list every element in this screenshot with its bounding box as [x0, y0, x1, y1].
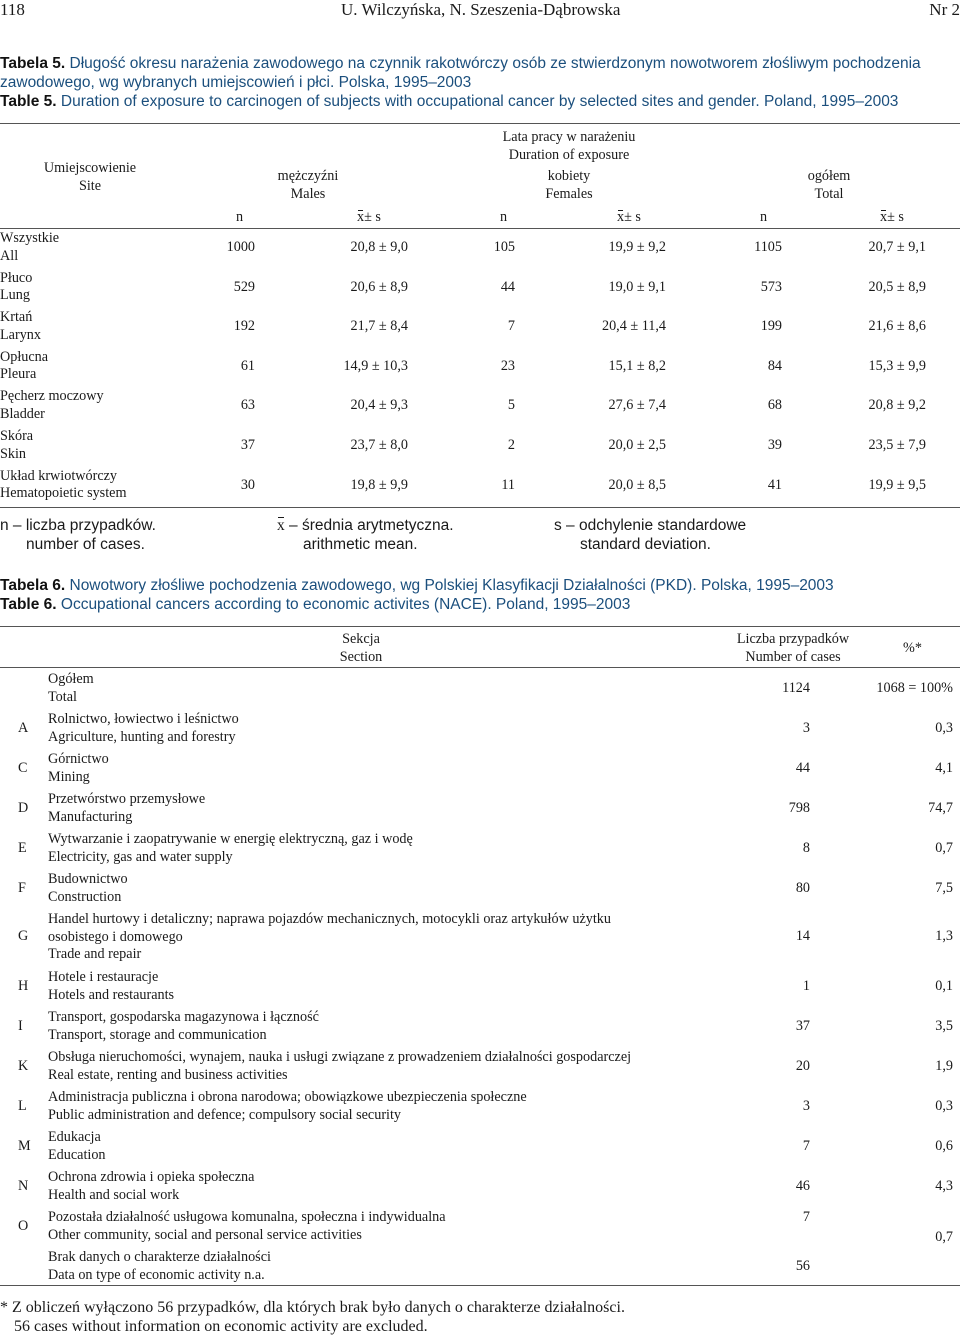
table5-row-label: Płuco Lung [0, 269, 33, 304]
table5-row-label: Pęcherz moczowy Bladder [0, 388, 104, 422]
table5-cell: 15,3 ± 9,9 [868, 357, 926, 374]
legend-x-en: arithmetic mean. [303, 536, 418, 553]
table6-cases-cell: 37 [795, 1017, 810, 1034]
table5-cell: 573 [760, 278, 782, 295]
table6-row-label: Budownictwo Construction [48, 871, 128, 905]
table5-cell: 23 [500, 357, 515, 374]
table5-cell: 23,7 ± 8,0 [350, 437, 408, 453]
table5-cell: 37 [240, 437, 255, 453]
table6-row-label: Przetwórstwo przemysłowe Manufacturing [48, 791, 206, 825]
table6-percent-cell: 0,6 [935, 1137, 953, 1154]
table6-percent-cell: 0,7 [935, 839, 953, 856]
table6-cases-cell: 8 [802, 839, 810, 856]
table6-percent-cell: 1,9 [935, 1057, 953, 1074]
table5-cell: 192 [233, 318, 255, 335]
table5-cell: 23,5 ± 7,9 [868, 437, 926, 453]
table5-row-label: Opłucna Pleura [0, 348, 49, 383]
table5-cell: 105 [493, 239, 515, 255]
table5-cell: 15,1 ± 8,2 [608, 357, 666, 374]
table5-cell: 84 [767, 357, 782, 374]
legend-s-pl: s – odchylenie standardowe [554, 517, 747, 534]
legend-n-pl: n – liczba przypadków. [0, 517, 156, 534]
table6-footnote-en: 56 cases without information on economic activity are excluded. [14, 1318, 428, 1335]
table6-percent-cell: 0,3 [935, 719, 953, 736]
table5-row-label: Układ krwiotwórczy Hematopoietic system [0, 467, 127, 502]
table6-row-label: Transport, gospodarska magazynowa i łączność Transport, storage and communication [48, 1009, 319, 1043]
table6-section-code: O [18, 1217, 29, 1234]
page-number: 118 [0, 0, 25, 19]
table6-percent-cell: 3,5 [935, 1017, 953, 1034]
table6-section-code: M [18, 1137, 31, 1154]
table5-cell: 39 [767, 437, 782, 453]
table5-cell: 1105 [754, 239, 782, 255]
table6-cases-cell: 46 [795, 1177, 810, 1194]
col-xs-total: x± s [880, 209, 904, 225]
table5-group-total: ogółem Total [807, 168, 851, 202]
table6-caption-pl: Tabela 6. Nowotwory złośliwe pochodzenia zawodowego, wg Polskiej Klasyfikacji Działalności (PKD). Polska, 1995–2003 [0, 577, 834, 594]
table6-percent-header: %* [903, 640, 922, 656]
table5-cell: 30 [240, 476, 255, 493]
table6-percent-cell: 4,3 [935, 1177, 953, 1194]
table5-cell: 27,6 ± 7,4 [608, 397, 666, 414]
table6-row-label: Górnictwo Mining [48, 751, 109, 785]
legend-s-en: standard deviation. [580, 536, 711, 553]
table6-section-code: E [18, 839, 27, 856]
table5-cell: 19,9 ± 9,5 [868, 476, 926, 493]
col-xs-females: x± s [617, 209, 641, 225]
table5-cell: 20,4 ± 11,4 [601, 318, 666, 335]
table5-site-header: Umiejscowienie Site [43, 160, 137, 194]
table6-cases-cell: 7 [802, 1137, 810, 1154]
table6-section-code: D [18, 799, 29, 816]
table5-cell: 68 [767, 397, 782, 414]
table6-section-code: F [18, 879, 26, 896]
table5-cell: 14,9 ± 10,3 [343, 357, 408, 374]
table6-section-code: K [18, 1057, 29, 1074]
table5-cell: 11 [501, 476, 515, 493]
table5-cell: 529 [233, 278, 255, 295]
table6-percent-cell: 0,1 [935, 977, 953, 994]
table5-cell: 20,0 ± 2,5 [608, 437, 666, 453]
col-n-total: n [760, 209, 768, 225]
table6-cases-cell: 1124 [782, 679, 810, 696]
table6-row-label: Handel hurtowy i detaliczny; naprawa pojazdów mechanicznych, motocykli oraz artykułów użytku osobistego i domowego Trade and repair [48, 911, 611, 962]
legend-x-pl: x – średnia arytmetyczna. [277, 517, 454, 534]
table5-caption-pl: Tabela 5. Długość okresu narażenia zawodowego na czynnik rakotwórczy osób ze stwierdzonym nowotworem złośliwym pochodzenia [0, 55, 921, 72]
table6-row-label: Ogółem Total [48, 671, 94, 705]
table6-cases-cell: 3 [802, 719, 810, 736]
table6-section-code: G [18, 928, 29, 945]
table5-bottom-rule [0, 507, 960, 508]
table6-cases-cell: 1 [802, 977, 810, 994]
table6-percent-cell: 4,1 [935, 759, 953, 776]
table6-footnote-pl: * Z obliczeń wyłączono 56 przypadków, dla których brak było danych o charakterze działalności. [0, 1299, 625, 1316]
table5-duration-header: Lata pracy w narażeniu Duration of exposure [502, 129, 636, 163]
table6-cases-header: Liczba przypadków Number of cases [736, 631, 850, 665]
table5-top-rule [0, 123, 960, 124]
table6-row-label: Brak danych o charakterze działalności Data on type of economic activity n.a. [48, 1249, 271, 1283]
table6-section-code: C [18, 759, 28, 776]
table6-cases-cell: 44 [795, 759, 810, 776]
table5-caption-en: Table 5. Duration of exposure to carcinogen of subjects with occupational cancer by selected sites and gender. Poland, 1995–2003 [0, 93, 899, 110]
table6-cases-cell: 798 [788, 799, 810, 816]
table6-section-code: N [18, 1177, 29, 1194]
table5-row-label: Krtań Larynx [0, 309, 41, 343]
table6-cases-cell: 20 [795, 1057, 810, 1074]
table5-cell: 20,5 ± 8,9 [868, 278, 926, 295]
table5-cell: 20,7 ± 9,1 [868, 239, 926, 255]
table5-cell: 19,8 ± 9,9 [350, 476, 408, 493]
table5-cell: 2 [507, 437, 515, 453]
table6-caption-en: Table 6. Occupational cancers according to economic activites (NACE). Poland, 1995–2003 [0, 596, 631, 613]
col-n-males: n [236, 209, 244, 225]
col-xs-males: x± s [357, 209, 381, 225]
table5-header-rule [0, 228, 960, 229]
table6-row-label: Administracja publiczna i obrona narodowa; obowiązkowe ubezpieczenia społeczne Public administration and defence; compulsory social security [48, 1089, 527, 1123]
table6-row-label: Edukacja Education [48, 1129, 106, 1163]
table6-row-label: Hotele i restauracje Hotels and restaurants [48, 969, 175, 1003]
table6-bottom-rule [0, 1285, 960, 1286]
table5-cell: 20,0 ± 8,5 [608, 476, 666, 493]
table5-cell: 20,8 ± 9,0 [350, 239, 408, 255]
table5-cell: 7 [507, 318, 515, 335]
table5-cell: 1000 [226, 239, 255, 255]
table5-cell: 199 [760, 318, 782, 335]
table6-percent-cell: 74,7 [928, 799, 953, 816]
table5-row-label: Skóra Skin [0, 428, 34, 462]
table5-cell: 44 [500, 278, 515, 295]
table6-percent-cell: 7,5 [935, 879, 953, 896]
table6-percent-cell: 1068 = 100% [876, 679, 953, 696]
table5-cell: 20,6 ± 8,9 [350, 278, 408, 295]
table5-cell: 61 [240, 357, 255, 374]
table6-section-header: Sekcja Section [339, 631, 383, 665]
col-n-females: n [500, 209, 508, 225]
table5-group-males: mężczyźni Males [277, 168, 339, 202]
table6-cases-cell: 14 [795, 928, 810, 945]
table6-percent-cell: 0,3 [935, 1097, 953, 1114]
table6-row-label: Obsługa nieruchomości, wynajem, nauka i usługi związane z prowadzeniem działalności gospodarczej Real estate, renting and business activities [48, 1049, 632, 1083]
table6-percent-cell: 0,7 [935, 1228, 953, 1245]
table6-percent-cell: 1,3 [935, 928, 953, 945]
running-head-authors: U. Wilczyńska, N. Szeszenia-Dąbrowska [341, 0, 621, 19]
table5-caption-pl-cont: zawodowego, wg wybranych umiejscowień i płci. Polska, 1995–2003 [0, 74, 472, 91]
table5-cell: 63 [240, 397, 255, 414]
table6-cases-cell: 7 [802, 1209, 810, 1225]
table6-section-code: I [18, 1017, 23, 1034]
table5-cell: 21,7 ± 8,4 [350, 318, 408, 335]
table5-cell: 41 [767, 476, 782, 493]
table5-cell: 19,9 ± 9,2 [608, 239, 666, 255]
table5-group-females: kobiety Females [545, 168, 593, 202]
table5-cell: 21,6 ± 8,6 [868, 318, 926, 335]
table5-cell: 20,4 ± 9,3 [350, 397, 408, 414]
table6-cases-cell: 80 [795, 879, 810, 896]
table6-section-code: L [18, 1097, 27, 1114]
table6-row-label: Pozostała działalność usługowa komunalna, społeczna i indywidualna Other community, social and personal service activities [48, 1209, 446, 1243]
table5-row-label: Wszystkie All [0, 230, 60, 264]
table6-cases-cell: 3 [802, 1097, 810, 1114]
issue-number: Nr 2 [929, 0, 960, 19]
legend-n-en: number of cases. [26, 536, 145, 553]
table5-cell: 19,0 ± 9,1 [608, 278, 666, 295]
table6-header-rule [0, 667, 960, 668]
table6-section-code: A [18, 719, 29, 736]
table6-row-label: Rolnictwo, łowiectwo i leśnictwo Agriculture, hunting and forestry [48, 711, 239, 745]
table6-cases-cell: 56 [795, 1257, 810, 1274]
table5-cell: 20,8 ± 9,2 [868, 397, 926, 414]
table6-section-code: H [18, 977, 29, 994]
table6-row-label: Ochrona zdrowia i opieka społeczna Health and social work [48, 1169, 255, 1203]
table6-row-label: Wytwarzanie i zaopatrywanie w energię elektryczną, gaz i wodę Electricity, gas and water supply [48, 831, 413, 865]
table6-top-rule [0, 626, 960, 627]
table5-cell: 5 [507, 397, 515, 414]
